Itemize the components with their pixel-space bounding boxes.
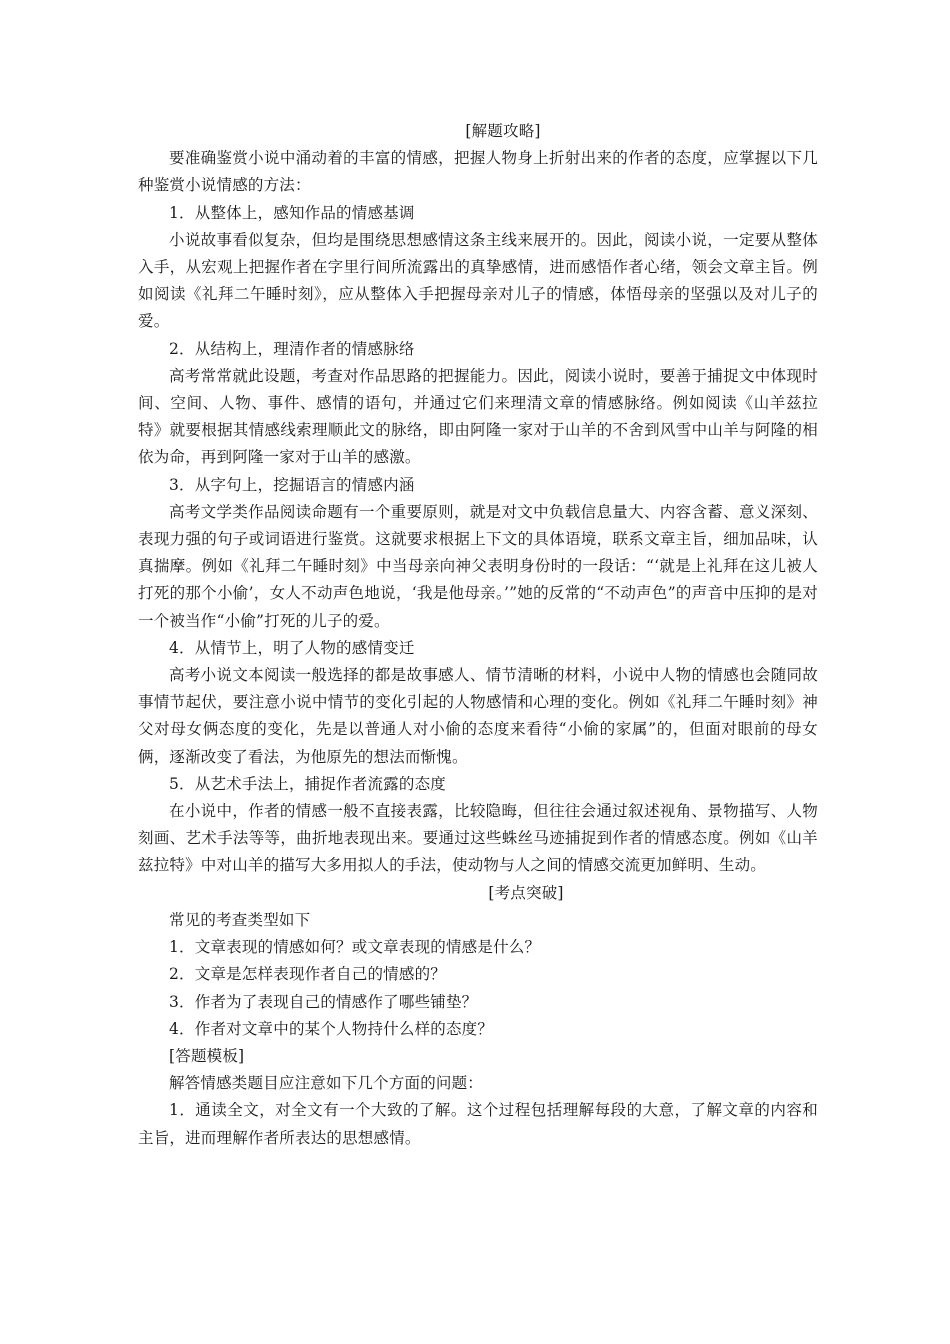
method-5-body: 在小说中，作者的情感一般不直接表露，比较隐晦，但往往会通过叙述视角、景物描写、人物刻画、艺术手法等等，曲折地表现出来。要通过这些蛛丝马迹捕捉到作者的情感态度。例如《山羊兹拉特》中对山羊的描写大多用拟人的手法，使动物与人之间的情感交流更加鲜明、生动。 (138, 802, 818, 875)
common-types-label: 常见的考查类型如下 (169, 910, 311, 929)
method-2-title: 2．从结构上，理清作者的情感脉络 (169, 339, 415, 358)
method-3-body: 高考文学类作品阅读命题有一个重要原则，就是对文中负载信息量大、内容含蓄、意义深刻、表现力强的句子或词语进行鉴赏。这就要求根据上下文的具体语境，联系文章主旨，细加品味，认真揣摩。例如《礼拜二午睡时刻》中当母亲向神父表明身份时的一段话：“‘就是上礼拜在这儿被人打死的那个小偷’，女人不动声色地说，‘我是他母亲。’”她的反常的“不动声色”的声音中压抑的是对一个被当作“小偷”打死的儿子的爱。 (138, 502, 818, 630)
breakthrough-heading: [考点突破] (488, 883, 564, 902)
question-type-4: 4．作者对文章中的某个人物持什么样的态度？ (169, 1019, 494, 1038)
document-page (138, 118, 818, 1152)
strategy-heading: [解题攻略] (465, 122, 541, 140)
template-point-1: 1．通读全文，对全文有一个大致的了解。这个过程包括理解每段的大意，了解文章的内容和主旨，进而理解作者所表达的思想感情。 (138, 1101, 818, 1147)
method-4-body: 高考小说文本阅读一般选择的都是故事感人、情节清晰的材料，小说中人物的情感也会随同故事情节起伏，要注意小说中情节的变化引起的人物感情和心理的变化。例如《礼拜二午睡时刻》神父对母女俩态度的变化，先是以普通人对小偷的态度来看待“小偷的家属”的，但面对眼前的母女俩，逐渐改变了看法，为他原先的想法而惭愧。 (138, 666, 818, 766)
template-heading: [答题模板] (169, 1046, 245, 1065)
question-type-3: 3．作者为了表现自己的情感作了哪些铺垫？ (169, 992, 478, 1011)
method-1 (138, 200, 818, 336)
method-5 (138, 771, 818, 880)
question-type-2: 2．文章是怎样表现作者自己的情感的？ (169, 965, 446, 984)
template-intro: 解答情感类题目应注意如下几个方面的问题： (169, 1074, 484, 1093)
method-2-body: 高考常常就此设题，考查对作品思路的把握能力。因此，阅读小说时，要善于捕捉文中体现时间、空间、人物、事件、感情的语句，并通过它们来理清文章的情感脉络。例如阅读《山羊兹拉特》就要根据其情感线索理顺此文的脉络，即由阿隆一家对于山羊的不舍到风雪中山羊与阿隆的相依为命，再到阿隆一家对于山羊的感激。 (138, 366, 818, 467)
method-4-title: 4．从情节上，明了人物的感情变迁 (169, 638, 415, 657)
method-3-title: 3．从字句上，挖掘语言的情感内涵 (169, 475, 415, 494)
intro-paragraph: 要准确鉴赏小说中涌动着的丰富的情感，把握人物身上折射出来的作者的态度，应掌握以下几种鉴赏小说情感的方法： (138, 149, 818, 195)
method-2 (138, 336, 818, 472)
method-1-title: 1．从整体上，感知作品的情感基调 (169, 203, 415, 222)
method-5-title: 5．从艺术手法上，捕捉作者流露的态度 (169, 774, 446, 793)
method-1-body: 小说故事看似复杂，但均是围绕思想感情这条主线来展开的。因此，阅读小说，一定要从整体入手，从宏观上把握作者在字里行间所流露出的真挚感情，进而感悟作者心绪，领会文章主旨。例如阅读《礼拜二午睡时刻》，应从整体入手把握母亲对儿子的情感，体悟母亲的坚强以及对儿子的爱。 (138, 230, 818, 331)
method-4 (138, 635, 818, 771)
question-type-1: 1．文章表现的情感如何？或文章表现的情感是什么？ (169, 938, 541, 957)
method-3 (138, 472, 818, 635)
